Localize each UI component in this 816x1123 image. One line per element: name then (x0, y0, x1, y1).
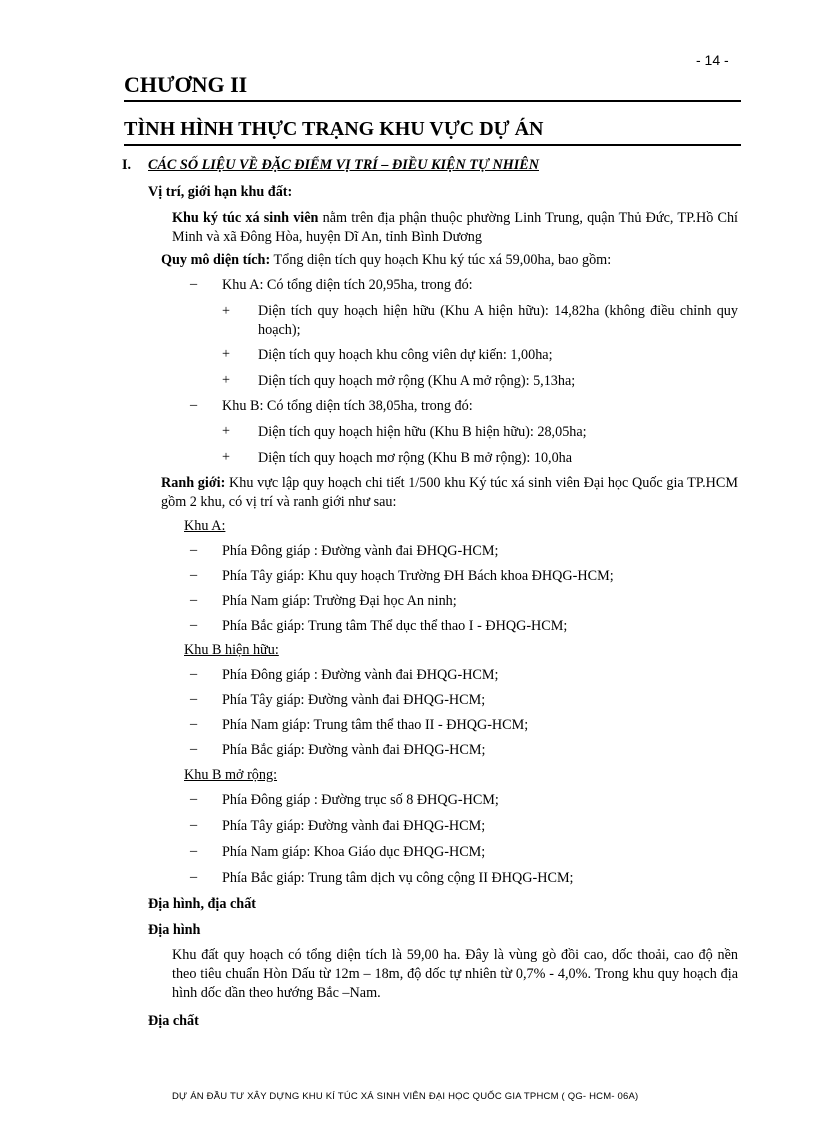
boundary-item: Phía Bắc giáp: Trung tâm dịch vụ công cộng II ĐHQG-HCM; (222, 870, 574, 886)
dash-icon: – (190, 276, 198, 292)
dash-icon: – (190, 716, 198, 732)
location-paragraph (172, 209, 738, 247)
chapter-heading: CHƯƠNG II (124, 72, 741, 102)
location-lead: Khu ký túc xá sinh viên (172, 210, 319, 226)
plus-icon: + (222, 372, 231, 388)
chapter-title: TÌNH HÌNH THỰC TRẠNG KHU VỰC DỰ ÁN (124, 118, 741, 146)
boundary-item: Phía Bắc giáp: Trung tâm Thể dục thể thao I - ĐHQG-HCM; (222, 618, 568, 634)
zone-heading: Khu A: (184, 518, 226, 534)
khu-a-item: Diện tích quy hoạch khu công viên dự kiến: 1,00ha; (258, 347, 553, 363)
boundary-item: Phía Bắc giáp: Đường vành đai ĐHQG-HCM; (222, 742, 486, 758)
khu-a-item: Diện tích quy hoạch mở rộng (Khu A mở rộng): 5,13ha; (258, 373, 576, 389)
dash-icon: – (190, 691, 198, 707)
khu-b-item: Diện tích quy hoạch hiện hữu (Khu B hiện hữu): 28,05ha; (258, 424, 587, 440)
boundary-text: Khu vực lập quy hoạch chi tiết 1/500 khu Ký túc xá sinh viên Đại học Quốc gia TP.HCM gồm 2 khu, có vị trí và ranh giới như sau: (161, 475, 738, 510)
location-heading: Vị trí, giới hạn khu đất: (148, 184, 293, 200)
terrain-heading: Địa hình, địa chất (148, 896, 257, 912)
khu-b-summary: Khu B: Có tổng diện tích 38,05ha, trong đó: (222, 398, 473, 414)
dash-icon: – (190, 567, 198, 583)
dash-icon: – (190, 542, 198, 558)
dash-icon: – (190, 741, 198, 757)
khu-b-item: Diện tích quy hoạch mơ rộng (Khu B mở rộng): 10,0ha (258, 450, 573, 466)
geology-heading: Địa chất (148, 1013, 199, 1029)
dash-icon: – (190, 397, 198, 413)
scale-text: Tổng diện tích quy hoạch Khu ký túc xá 59,00ha, bao gồm: (270, 252, 612, 268)
plus-icon: + (222, 303, 231, 319)
boundary-item: Phía Tây giáp: Khu quy hoạch Trường ĐH Bách khoa ĐHQG-HCM; (222, 568, 614, 584)
boundary-item: Phía Đông giáp : Đường vành đai ĐHQG-HCM; (222, 543, 499, 559)
dash-icon: – (190, 817, 198, 833)
boundary-item: Phía Tây giáp: Đường vành đai ĐHQG-HCM; (222, 692, 486, 708)
terrain-paragraph: Khu đất quy hoạch có tổng diện tích là 59,00 ha. Đây là vùng gò đồi cao, dốc thoải, cao độ nền theo tiêu chuẩn Hòn Dấu từ 12m – 18m, độ dốc tự nhiên từ 0,7% - 4,0%. Trong khu quy hoạch địa hình dốc dần theo hướng Bắc –Nam. (172, 947, 738, 1001)
section-number: I. (122, 157, 132, 173)
boundary-paragraph (161, 474, 738, 512)
scale-label: Quy mô diện tích: (161, 252, 271, 268)
dash-icon: – (190, 843, 198, 859)
boundary-item: Phía Nam giáp: Trung tâm thể thao II - ĐHQG-HCM; (222, 717, 529, 733)
scale-line (161, 251, 611, 269)
dash-icon: – (190, 617, 198, 633)
khu-a-summary: Khu A: Có tổng diện tích 20,95ha, trong đó: (222, 277, 473, 293)
boundary-item: Phía Tây giáp: Đường vành đai ĐHQG-HCM; (222, 818, 486, 834)
boundary-item: Phía Đông giáp : Đường vành đai ĐHQG-HCM; (222, 667, 499, 683)
page-footer: DỰ ÁN ĐẦU TƯ XÂY DỰNG KHU KÍ TÚC XÁ SINH VIÊN ĐẠI HỌC QUỐC GIA TPHCM ( QG- HCM- 06A) (172, 1091, 639, 1102)
zone-heading: Khu B mở rộng: (184, 767, 278, 783)
zone-heading: Khu B hiện hữu: (184, 642, 279, 658)
plus-icon: + (222, 346, 231, 362)
boundary-item: Phía Nam giáp: Khoa Giáo dục ĐHQG-HCM; (222, 844, 486, 860)
dash-icon: – (190, 666, 198, 682)
boundary-item: Phía Đông giáp : Đường trục số 8 ĐHQG-HCM; (222, 792, 499, 808)
dash-icon: – (190, 869, 198, 885)
plus-icon: + (222, 423, 231, 439)
dash-icon: – (190, 791, 198, 807)
terrain-subheading: Địa hình (148, 922, 201, 938)
section-heading: CÁC SỐ LIỆU VỀ ĐẶC ĐIỂM VỊ TRÍ – ĐIỀU KIỆN TỰ NHIÊN (148, 157, 539, 173)
page-number: - 14 - (696, 52, 729, 68)
khu-a-item: Diện tích quy hoạch hiện hữu (Khu A hiện hữu): 14,82ha (không điều chỉnh quy hoạch); (258, 303, 738, 338)
boundary-label: Ranh giới: (161, 475, 226, 491)
dash-icon: – (190, 592, 198, 608)
plus-icon: + (222, 449, 231, 465)
boundary-item: Phía Nam giáp: Trường Đại học An ninh; (222, 593, 457, 609)
location-text: nằm trên địa phận thuộc phường Linh Trung, quận Thủ Đức, TP.Hồ Chí Minh và xã Đông Hòa, huyện Dĩ An, tỉnh Bình Dương (172, 210, 738, 245)
